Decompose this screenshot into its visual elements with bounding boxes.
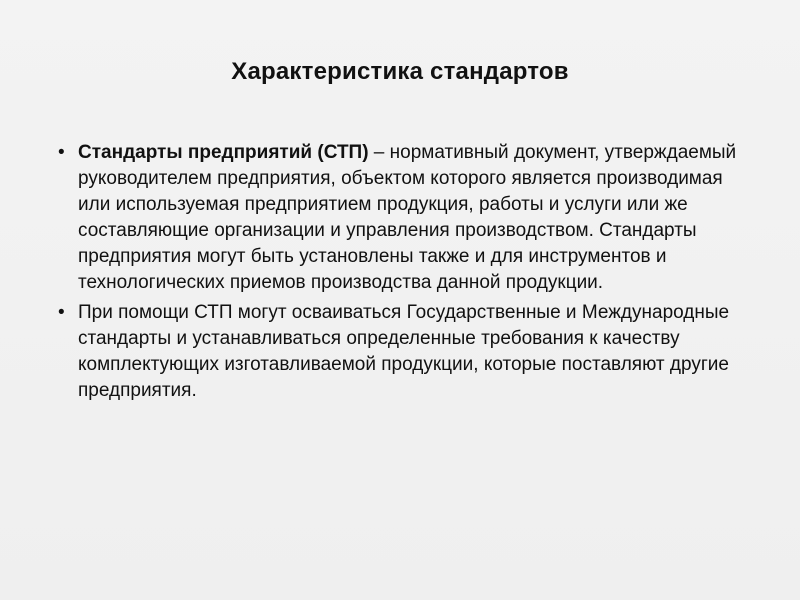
bullet-list	[58, 140, 758, 408]
slide-title: Характеристика стандартов	[231, 58, 569, 85]
bullet-dot-icon: •	[58, 302, 65, 323]
bullet-dot-icon: •	[58, 142, 65, 163]
bullet-term: Стандарты предприятий (СТП)	[78, 142, 369, 163]
bullet-item-2	[58, 300, 758, 404]
bullet-text: При помощи СТП могут осваиваться Государственные и Международные стандарты и устанавливаться определенные требования к качеству комплектующих изготавливаемой продукции, которые поставляют другие предприятия.	[78, 302, 730, 401]
bullet-text: – нормативный документ, утверждаемый руководителем предприятия, объектом которого является производимая или используемая предприятием продукция, работы и услуги или же составляющие организации и управления производством. Стандарты предприятия могут быть установлены также и для инструментов и технологических приемов производства данной продукции.	[78, 142, 737, 293]
bullet-item-1	[58, 140, 758, 296]
